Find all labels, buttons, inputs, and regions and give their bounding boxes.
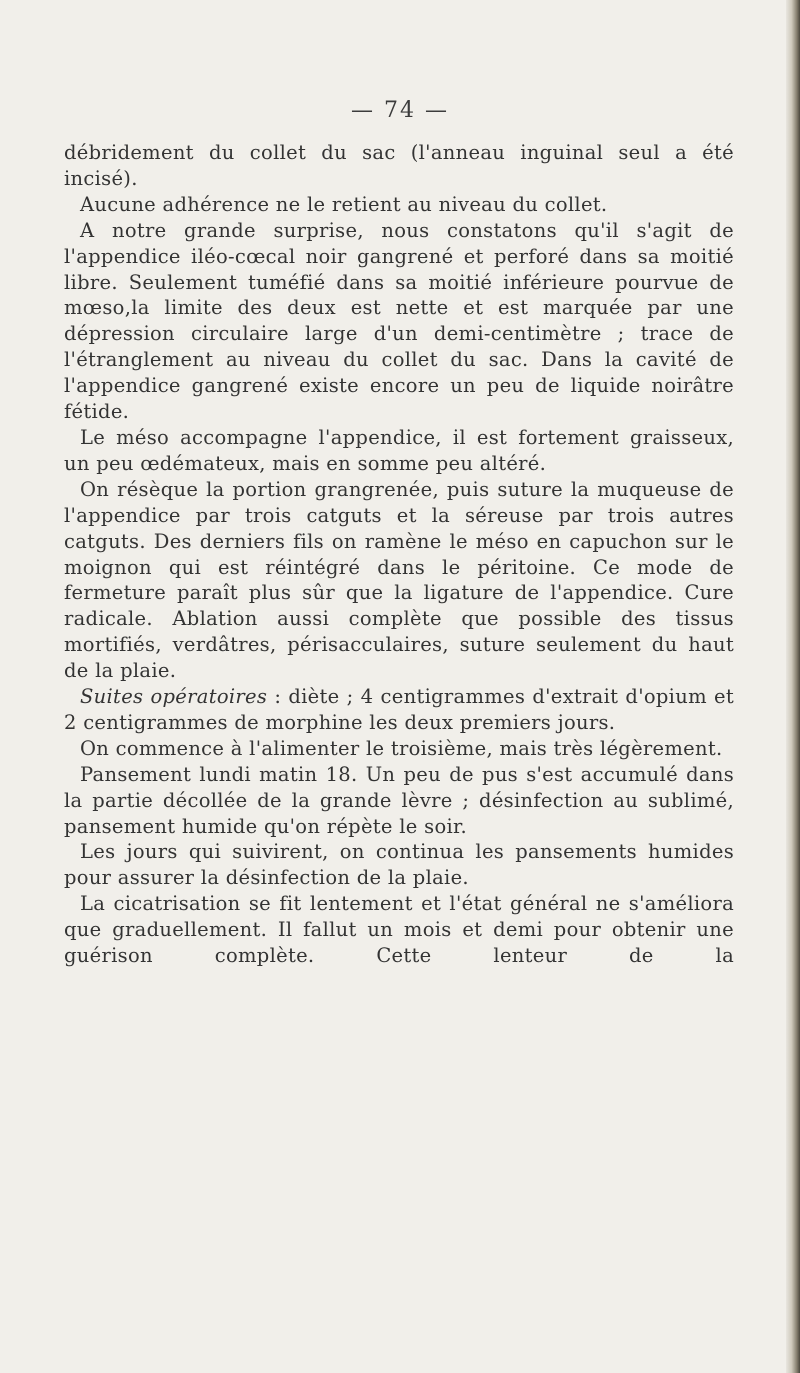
paragraph: Pansement lundi matin 18. Un peu de pus s'est accumulé dans la partie décollée de la grande lèvre ; désinfection au sublimé, pansement humide qu'on répète le soir. <box>64 762 734 838</box>
paragraph: Le méso accompagne l'appendice, il est fortement graisseux, un peu œdémateux, mais en somme peu altéré. <box>64 425 734 475</box>
page-edge-shadow <box>786 0 800 1373</box>
paragraph: débridement du collet du sac (l'anneau inguinal seul a été incisé). <box>64 141 734 190</box>
paragraph: Les jours qui suivirent, on continua les pansements humides pour assurer la désinfection de la plaie. <box>64 840 734 890</box>
suites-label: Suites opératoires <box>80 685 268 709</box>
paragraph: A notre grande surprise, nous constatons qu'il s'agit de l'appendice iléo-cœcal noir gangrené et perforé dans sa moitié libre. Seulement tuméfié dans sa moitié inférieure pourvue de mœso,la limite des deux est nette et est marquée par une dépression circulaire large d'un demi-centimètre ; trace de l'étranglement au niveau du collet du sac. Dans la cavité de l'appendice gangrené existe encore un peu de liquide noirâtre fétide. <box>64 218 734 424</box>
body-text <box>64 140 734 969</box>
paragraph: On résèque la portion grangrenée, puis suture la muqueuse de l'appendice par trois catguts et la séreuse par trois autres catguts. Des derniers fils on ramène le méso en capuchon sur le moignon qui est réintégré dans le péritoine. Ce mode de fermeture paraît plus sûr que la ligature de l'appendice. Cure radicale. Ablation aussi complète que possible des tissus mortifiés, verdâtres, périsacculaires, suture seulement du haut de la plaie. <box>64 477 734 683</box>
paragraph-suites <box>64 684 734 736</box>
paragraph: Aucune adhérence ne le retient au niveau du collet. <box>80 192 608 216</box>
suites-text: : diète ; 4 centigrammes d'extrait d'opium et 2 centigrammes de morphine les deux premiers jours. <box>64 685 734 734</box>
page-number: — 74 — <box>351 98 449 123</box>
paragraph: On commence à l'alimenter le troisième, mais très légèrement. <box>80 736 723 760</box>
paragraph-last: La cicatrisation se fit lentement et l'état général ne s'améliora que graduellement. Il fallut un mois et demi pour obtenir une guérison complète. Cette lenteur de la <box>64 892 734 968</box>
